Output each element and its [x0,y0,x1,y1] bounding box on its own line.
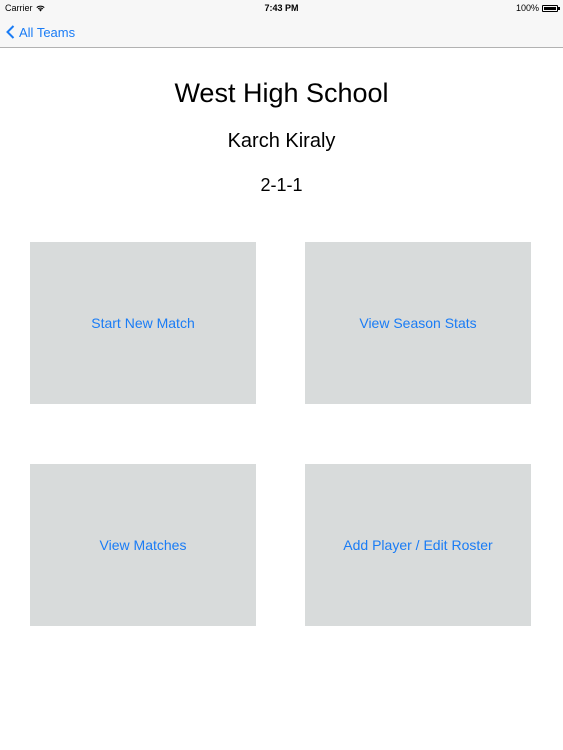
start-new-match-button[interactable] [30,242,256,404]
battery-percent: 100% [515,3,539,13]
back-button[interactable] [6,22,75,42]
edit-roster-label: Add Player / Edit Roster [343,537,493,553]
view-season-stats-label: View Season Stats [359,315,477,331]
battery-icon [542,5,558,12]
chevron-left-icon [6,25,15,39]
status-bar [0,0,563,16]
edit-roster-button[interactable] [305,464,531,626]
clock: 7:43 PM [264,3,299,13]
coach-name: Karch Kiraly [227,130,336,152]
navigation-bar [0,16,563,48]
page-title: West High School [174,78,389,108]
carrier-label: Carrier [5,3,33,13]
view-season-stats-button[interactable] [305,242,531,404]
view-matches-button[interactable] [30,464,256,626]
start-new-match-label: Start New Match [91,315,195,331]
back-button-label: All Teams [19,24,76,40]
view-matches-label: View Matches [99,537,187,553]
team-record: 2-1-1 [260,175,303,195]
battery-indicator [516,3,558,13]
